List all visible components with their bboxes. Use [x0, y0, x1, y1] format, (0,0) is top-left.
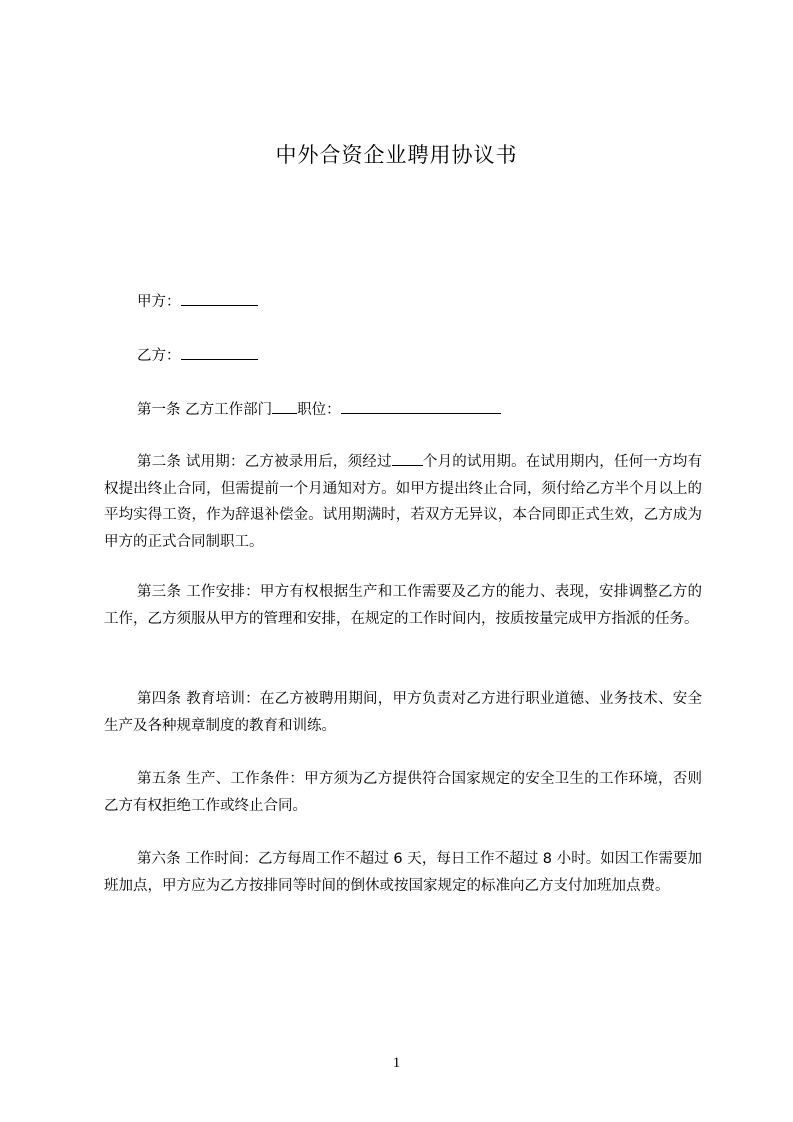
party-a-blank: [181, 289, 258, 306]
probation-months-blank: [392, 449, 423, 466]
document-title: 中外合资企业聘用协议书: [275, 143, 518, 167]
article-2: [104, 449, 702, 555]
department-blank: [272, 397, 297, 414]
position-label: 职位：: [297, 402, 341, 418]
article-6: 第六条 工作时间：乙方每周工作不超过 6 天，每日工作不超过 8 小时。如因工作需要加班加点，甲方应为乙方按排同等时间的倒休或按国家规定的标准向乙方支付加班加点费。: [104, 851, 702, 894]
article-1-prefix: 第一条 乙方工作部门: [137, 402, 273, 418]
page-number: 1: [392, 1055, 401, 1071]
article-1: [137, 397, 501, 421]
article-2-part1: 第二条 试用期：乙方被录用后，须经过: [137, 454, 392, 470]
party-a-label: 甲方：: [137, 294, 181, 310]
article-3: 第三条 工作安排：甲方有权根据生产和工作需要及乙方的能力、表现，安排调整乙方的工作，乙方须服从甲方的管理和安排，在规定的工作时间内，按质按量完成甲方指派的任务。: [104, 584, 702, 627]
article-4: 第四条 教育培训：在乙方被聘用期间，甲方负责对乙方进行职业道德、业务技术、安全生产及各种规章制度的教育和训练。: [104, 691, 702, 734]
party-b-blank: [181, 343, 258, 360]
party-a-field: [137, 289, 258, 313]
article-5: 第五条 生产、工作条件：甲方须为乙方提供符合国家规定的安全卫生的工作环境，否则乙方有权拒绝工作或终止合同。: [104, 771, 702, 814]
party-b-field: [137, 343, 258, 367]
article-2-part2: 个月的试用期。在试用期内，任何一方均有权提出终止合同，但需提前一个月通知对方。如甲方提出终止合同，须付给乙方半个月以上的平均实得工资，作为辞退补偿金。试用期满时，若双方无异议，本合同即正式生效，乙方成为甲方的正式合同制职工。: [104, 454, 702, 550]
party-b-label: 乙方：: [137, 348, 181, 364]
position-blank: [341, 397, 501, 414]
